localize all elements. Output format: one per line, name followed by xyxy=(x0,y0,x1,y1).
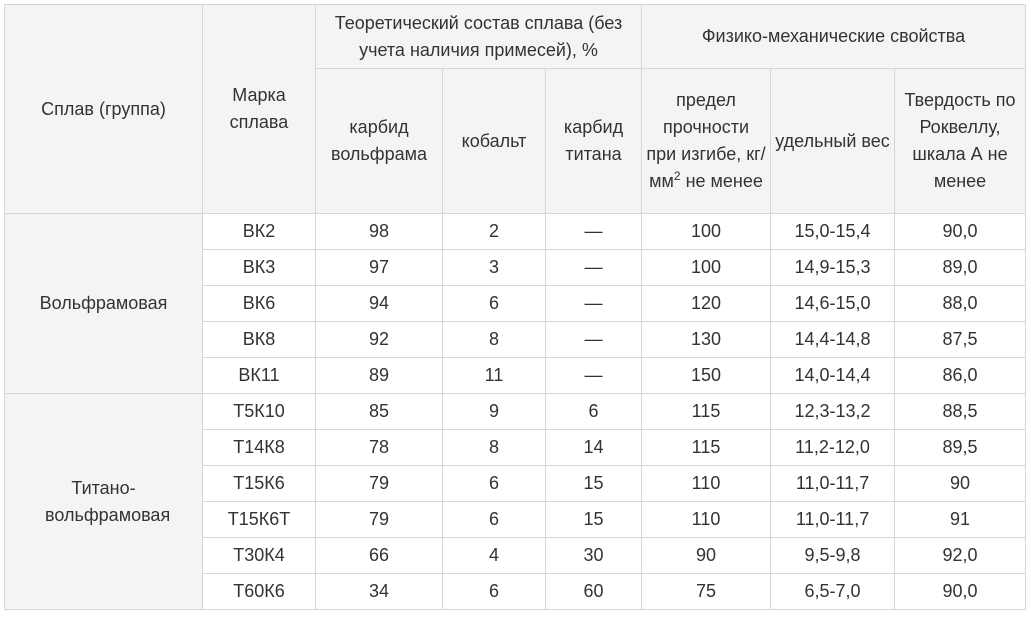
header-composition-group: Теоретический состав сплава (без учета наличия примесей), % xyxy=(316,5,642,69)
cell-grade: ВК11 xyxy=(203,358,316,394)
cell-specific-weight: 11,2-12,0 xyxy=(771,430,895,466)
header-tungsten-carbide: карбид вольфрама xyxy=(316,69,443,214)
cell-cobalt: 6 xyxy=(443,502,546,538)
cell-grade: Т30К4 xyxy=(203,538,316,574)
cell-titanium-carbide: — xyxy=(546,322,642,358)
cell-specific-weight: 12,3-13,2 xyxy=(771,394,895,430)
cell-bending-strength: 100 xyxy=(642,214,771,250)
table-row xyxy=(5,394,1026,430)
cell-specific-weight: 14,6-15,0 xyxy=(771,286,895,322)
cell-specific-weight: 11,0-11,7 xyxy=(771,502,895,538)
header-alloy-group: Сплав (группа) xyxy=(5,5,203,214)
cell-grade: Т14К8 xyxy=(203,430,316,466)
cell-grade: Т5К10 xyxy=(203,394,316,430)
cell-specific-weight: 14,0-14,4 xyxy=(771,358,895,394)
header-titanium-carbide: карбид титана xyxy=(546,69,642,214)
cell-tungsten-carbide: 94 xyxy=(316,286,443,322)
cell-tungsten-carbide: 79 xyxy=(316,466,443,502)
cell-hardness: 88,0 xyxy=(895,286,1026,322)
table-row xyxy=(5,214,1026,250)
cell-bending-strength: 110 xyxy=(642,466,771,502)
alloy-table-container xyxy=(4,4,1026,610)
cell-titanium-carbide: 6 xyxy=(546,394,642,430)
cell-specific-weight: 15,0-15,4 xyxy=(771,214,895,250)
bending-strength-superscript: 2 xyxy=(673,169,681,183)
cell-tungsten-carbide: 85 xyxy=(316,394,443,430)
cell-hardness: 91 xyxy=(895,502,1026,538)
table-body xyxy=(5,214,1026,610)
cell-titanium-carbide: — xyxy=(546,358,642,394)
header-specific-weight: удельный вес xyxy=(771,69,895,214)
cell-grade: Т15К6 xyxy=(203,466,316,502)
cell-tungsten-carbide: 66 xyxy=(316,538,443,574)
cell-grade: ВК6 xyxy=(203,286,316,322)
header-properties-group: Физико-механические свойства xyxy=(642,5,1026,69)
bending-strength-text: предел прочности при изгибе, кг/мм xyxy=(646,90,766,191)
cell-bending-strength: 130 xyxy=(642,322,771,358)
cell-hardness: 89,0 xyxy=(895,250,1026,286)
table-header xyxy=(5,5,1026,214)
cell-bending-strength: 115 xyxy=(642,394,771,430)
cell-cobalt: 6 xyxy=(443,574,546,610)
cell-specific-weight: 14,9-15,3 xyxy=(771,250,895,286)
cell-tungsten-carbide: 98 xyxy=(316,214,443,250)
cell-hardness: 89,5 xyxy=(895,430,1026,466)
cell-tungsten-carbide: 89 xyxy=(316,358,443,394)
cell-titanium-carbide: 14 xyxy=(546,430,642,466)
cell-specific-weight: 6,5-7,0 xyxy=(771,574,895,610)
cell-grade: ВК2 xyxy=(203,214,316,250)
cell-cobalt: 8 xyxy=(443,322,546,358)
cell-hardness: 86,0 xyxy=(895,358,1026,394)
cell-tungsten-carbide: 92 xyxy=(316,322,443,358)
hard-alloy-properties-table xyxy=(4,4,1026,610)
cell-cobalt: 9 xyxy=(443,394,546,430)
cell-bending-strength: 100 xyxy=(642,250,771,286)
header-hardness: Твердость по Роквеллу, шкала А не менее xyxy=(895,69,1026,214)
cell-bending-strength: 115 xyxy=(642,430,771,466)
cell-hardness: 88,5 xyxy=(895,394,1026,430)
cell-specific-weight: 11,0-11,7 xyxy=(771,466,895,502)
cell-grade: Т60К6 xyxy=(203,574,316,610)
cell-grade: ВК3 xyxy=(203,250,316,286)
cell-cobalt: 8 xyxy=(443,430,546,466)
bending-strength-suffix: не менее xyxy=(680,171,763,191)
header-grade: Марка сплава xyxy=(203,5,316,214)
cell-titanium-carbide: 15 xyxy=(546,502,642,538)
cell-cobalt: 2 xyxy=(443,214,546,250)
cell-titanium-carbide: — xyxy=(546,250,642,286)
cell-grade: Т15К6Т xyxy=(203,502,316,538)
cell-titanium-carbide: 15 xyxy=(546,466,642,502)
cell-bending-strength: 90 xyxy=(642,538,771,574)
cell-alloy-group: Вольфрамовая xyxy=(5,214,203,394)
cell-specific-weight: 9,5-9,8 xyxy=(771,538,895,574)
cell-tungsten-carbide: 34 xyxy=(316,574,443,610)
header-cobalt: кобальт xyxy=(443,69,546,214)
cell-hardness: 90 xyxy=(895,466,1026,502)
cell-cobalt: 11 xyxy=(443,358,546,394)
cell-hardness: 90,0 xyxy=(895,574,1026,610)
cell-bending-strength: 110 xyxy=(642,502,771,538)
cell-bending-strength: 75 xyxy=(642,574,771,610)
cell-specific-weight: 14,4-14,8 xyxy=(771,322,895,358)
cell-titanium-carbide: — xyxy=(546,214,642,250)
cell-tungsten-carbide: 79 xyxy=(316,502,443,538)
cell-cobalt: 6 xyxy=(443,286,546,322)
cell-hardness: 92,0 xyxy=(895,538,1026,574)
cell-titanium-carbide: — xyxy=(546,286,642,322)
cell-tungsten-carbide: 97 xyxy=(316,250,443,286)
cell-hardness: 90,0 xyxy=(895,214,1026,250)
cell-bending-strength: 150 xyxy=(642,358,771,394)
cell-bending-strength: 120 xyxy=(642,286,771,322)
cell-cobalt: 3 xyxy=(443,250,546,286)
cell-cobalt: 6 xyxy=(443,466,546,502)
cell-tungsten-carbide: 78 xyxy=(316,430,443,466)
cell-grade: ВК8 xyxy=(203,322,316,358)
cell-hardness: 87,5 xyxy=(895,322,1026,358)
cell-titanium-carbide: 60 xyxy=(546,574,642,610)
cell-alloy-group: Титано-вольфрамовая xyxy=(5,394,203,610)
cell-cobalt: 4 xyxy=(443,538,546,574)
cell-titanium-carbide: 30 xyxy=(546,538,642,574)
header-bending-strength xyxy=(642,69,771,214)
